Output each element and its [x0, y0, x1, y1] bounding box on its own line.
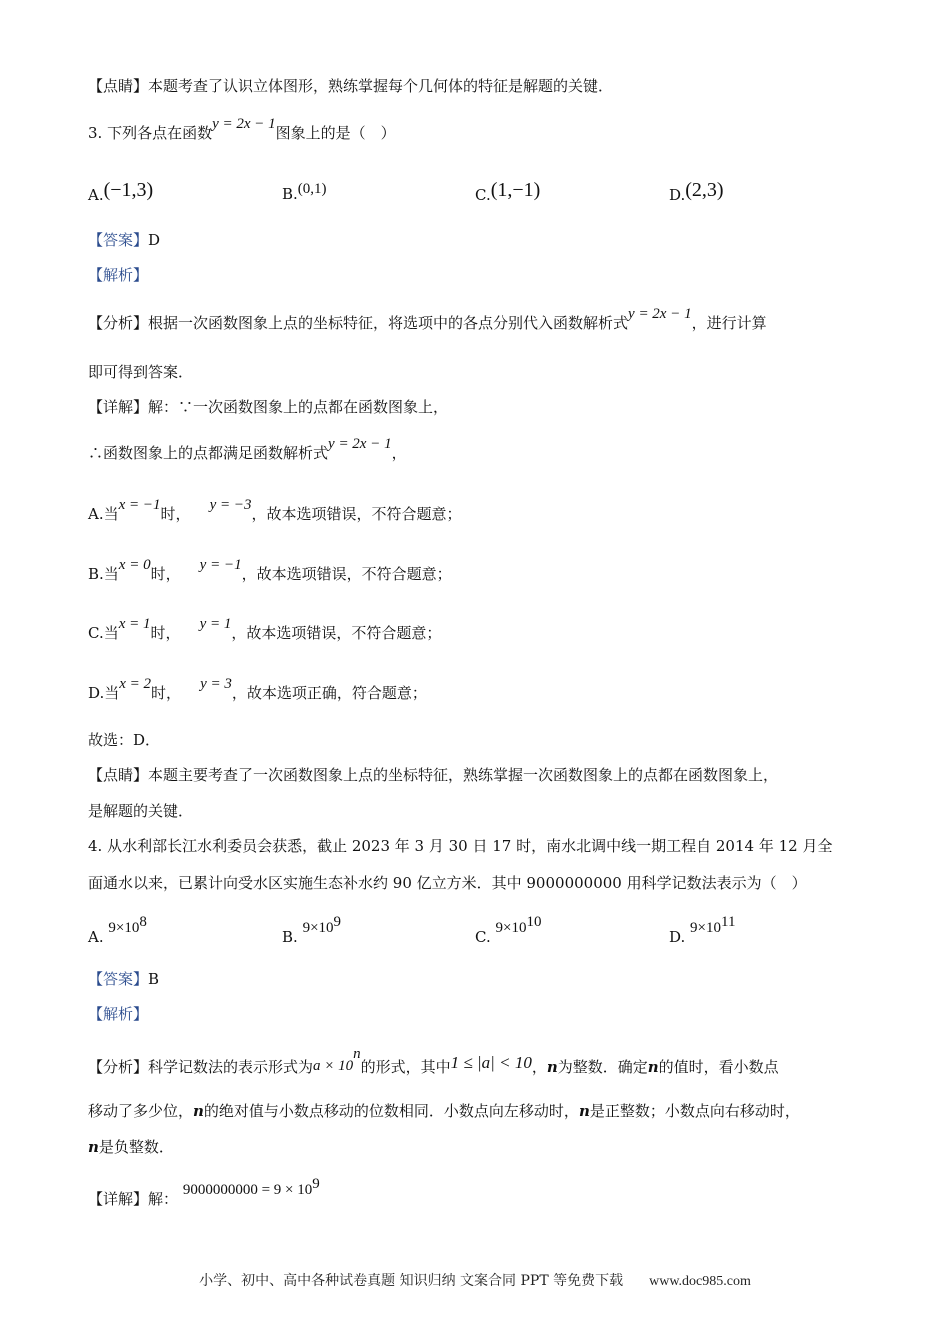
- q3-fenxi-cont: 即可得到答案．: [88, 363, 194, 381]
- case-mid: 时，: [160, 505, 191, 523]
- because-symbol: ∵: [178, 398, 194, 416]
- fenxi-form-base: a × 10: [313, 1058, 354, 1074]
- case-y: y = −1: [199, 557, 242, 573]
- q3-answer: [88, 230, 160, 250]
- answer-value: B: [148, 970, 160, 988]
- fenxi-text: ，: [531, 1058, 547, 1076]
- option-value: (1,−1): [490, 179, 541, 201]
- q4-fenxi-line2: [88, 1101, 800, 1121]
- q3-option-c: [475, 179, 541, 205]
- option-base: 9×10: [108, 920, 140, 936]
- option-base: 9×10: [690, 920, 722, 936]
- xiangjie-text: 一次函数图象上的点都在函数图象上，: [193, 398, 449, 416]
- case-mid: 时，: [151, 684, 182, 702]
- q3-option-a: [88, 179, 154, 205]
- xiangjie-text: ，: [391, 444, 407, 462]
- option-label: C.: [475, 928, 491, 946]
- answer-tag: 【答案】: [88, 231, 149, 249]
- option-label: D.: [669, 928, 686, 946]
- answer-value: D: [148, 231, 161, 249]
- option-label: B.: [282, 185, 298, 203]
- xiangjie-text: 解：: [148, 398, 179, 416]
- q3-case-d: [88, 676, 427, 704]
- dianjing-text: 本题主要考查了一次函数图象上点的坐标特征，熟练掌握一次函数图象上的点都在函数图象上，: [148, 766, 779, 784]
- case-y: y = −3: [209, 497, 252, 513]
- fenxi-text: 为整数．确定: [557, 1058, 648, 1076]
- case-prefix: C.当: [88, 624, 119, 642]
- option-label: A.: [88, 186, 104, 204]
- xiangjie-text: 解：: [148, 1190, 179, 1208]
- fenxi-text-end: ，进行计算: [691, 314, 767, 332]
- fenxi-tag: 【分析】: [88, 1058, 149, 1076]
- fenxi-text: 是负整数．: [98, 1138, 174, 1156]
- case-x: x = −1: [118, 497, 161, 513]
- footer-url[interactable]: www.doc985.com: [649, 1274, 751, 1289]
- option-exp: 10: [526, 914, 542, 930]
- option-value: (2,3): [685, 179, 724, 201]
- q3-case-c: [88, 616, 442, 644]
- option-exp: 8: [139, 914, 147, 930]
- case-y: y = 1: [199, 616, 232, 632]
- var-n: n: [88, 1138, 99, 1156]
- case-prefix: B.当: [88, 565, 119, 583]
- fenxi-form-exp: n: [353, 1046, 361, 1062]
- q4-answer: [88, 969, 159, 989]
- xiangjie-exp: 9: [312, 1176, 320, 1192]
- fenxi-text: 的值时，看小数点: [658, 1058, 779, 1076]
- option-label: A.: [88, 928, 104, 946]
- fenxi-condition: 1 ≤ |a| < 10: [450, 1053, 532, 1072]
- option-value: (−1,3): [103, 179, 154, 201]
- fenxi-text: 的绝对值与小数点移动的位数相同．小数点向左移动时，: [203, 1102, 579, 1120]
- page-footer: [0, 1270, 950, 1290]
- q3-dianjing: [88, 765, 778, 785]
- option-label: D.: [669, 186, 686, 204]
- case-x: x = 1: [118, 616, 151, 632]
- q4-xiangjie: [88, 1176, 320, 1210]
- q4-option-a: [88, 914, 147, 948]
- q3-xiangjie-line2: [88, 436, 407, 464]
- xiangjie-tag: 【详解】: [88, 1190, 149, 1208]
- q3-option-d: [669, 179, 724, 205]
- q3-stem-suffix: 图象上的是（ ）: [275, 124, 396, 142]
- dianjing-text: 本题考查了认识立体图形，熟练掌握每个几何体的特征是解题的关键．: [148, 77, 614, 95]
- fenxi-text: 根据一次函数图象上点的坐标特征，将选项中的各点分别代入函数解析式: [148, 314, 629, 332]
- case-y: y = 3: [200, 676, 232, 692]
- var-n: n: [647, 1058, 659, 1076]
- case-prefix: D.当: [88, 684, 120, 702]
- case-result: ，故本选项错误，不符合题意；: [241, 565, 452, 583]
- fenxi-text: 移动了多少位，: [88, 1102, 194, 1120]
- xiangjie-equation: 9000000000 = 9 × 10: [182, 1182, 313, 1198]
- q3-dianjing-cont: 是解题的关键．: [88, 802, 194, 820]
- q3-stem-prefix: 3. 下列各点在函数: [88, 124, 213, 142]
- case-result: ，故本选项错误，不符合题意；: [231, 624, 442, 642]
- option-value: (0,1): [297, 181, 327, 197]
- therefore-symbol: ∴: [88, 444, 104, 462]
- option-base: 9×10: [495, 920, 527, 936]
- option-base: 9×10: [302, 920, 334, 936]
- q3-xiangjie: [88, 397, 448, 417]
- q4-option-b: [282, 914, 342, 948]
- question-3-stem: [88, 116, 396, 144]
- q3-fenxi: [88, 306, 767, 334]
- dianjing-paragraph-1: [88, 76, 613, 96]
- option-label: C.: [475, 186, 491, 204]
- xiangjie-function: y = 2x − 1: [328, 436, 392, 452]
- answer-tag: 【答案】: [88, 970, 149, 988]
- q3-guxuan: 故选：D．: [88, 731, 161, 749]
- fenxi-text: 科学记数法的表示形式为: [148, 1058, 314, 1076]
- fenxi-text: 是正整数；小数点向右移动时，: [589, 1102, 800, 1120]
- q4-jiexi-tag: 【解析】: [88, 1005, 149, 1023]
- option-exp: 9: [333, 914, 342, 930]
- case-mid: 时，: [150, 565, 181, 583]
- q3-function: y = 2x − 1: [212, 116, 276, 132]
- case-result: ，故本选项正确，符合题意；: [231, 684, 427, 702]
- q3-case-a: [88, 497, 462, 525]
- var-n: n: [578, 1102, 590, 1120]
- q4-fenxi: [88, 1046, 779, 1078]
- option-label: B.: [282, 928, 298, 946]
- dianjing-tag: 【点睛】: [88, 766, 149, 784]
- case-mid: 时，: [150, 624, 181, 642]
- xiangjie-text: 函数图象上的点都满足函数解析式: [103, 444, 329, 462]
- case-x: x = 2: [119, 676, 152, 692]
- question-4-stem-line1: 4. 从水利部长江水利委员会获悉，截止 2023 年 3 月 30 日 17 时，南水北调中线一期工程自 2014 年 12 月全: [88, 837, 833, 855]
- xiangjie-tag: 【详解】: [88, 398, 149, 416]
- question-4-stem-line2: 面通水以来，已累计向受水区实施生态补水约 90 亿立方米．其中 9000000000 用科学记数法表示为（ ）: [88, 874, 807, 892]
- option-exp: 11: [721, 914, 736, 930]
- var-n: n: [546, 1058, 558, 1076]
- fenxi-text: 的形式，其中: [360, 1058, 451, 1076]
- q4-fenxi-line3: [88, 1137, 174, 1157]
- q4-option-c: [475, 914, 542, 948]
- case-result: ，故本选项错误，不符合题意；: [251, 505, 462, 523]
- case-x: x = 0: [118, 557, 151, 573]
- fenxi-function: y = 2x − 1: [628, 306, 692, 322]
- dianjing-tag: 【点睛】: [88, 77, 149, 95]
- q3-case-b: [88, 557, 452, 585]
- q3-jiexi-tag: 【解析】: [88, 266, 149, 284]
- q4-option-d: [669, 914, 736, 948]
- fenxi-tag: 【分析】: [88, 314, 149, 332]
- q3-option-b: [282, 181, 327, 205]
- case-prefix: A.当: [88, 505, 119, 523]
- footer-text: 小学、初中、高中各种试卷真题 知识归纳 文案合同 PPT 等免费下载: [199, 1273, 624, 1289]
- var-n: n: [193, 1102, 204, 1120]
